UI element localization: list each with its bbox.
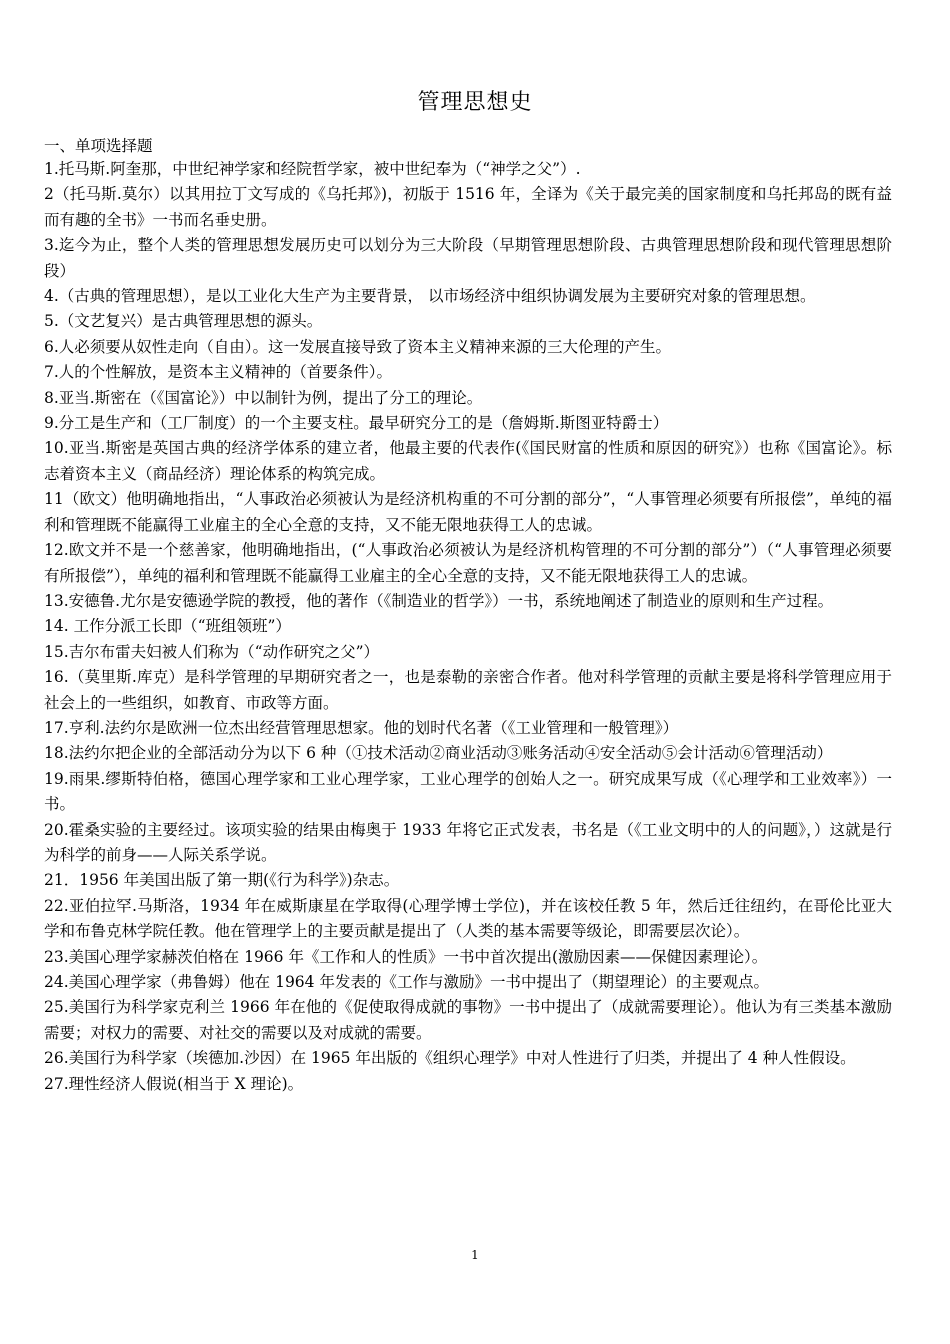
question-item: 25.美国行为科学家克利兰 1966 年在他的《促使取得成就的事物》一书中提出了（成就需要理论）。他认为有三类基本激励需要；对权力的需要、对社交的需要以及对成就的需要。 — [44, 998, 892, 1042]
question-item: 15.吉尔布雷夫妇被人们称为（“动作研究之父”） — [44, 642, 379, 661]
question-item: 3.迄今为止，整个人类的管理思想发展历史可以划分为三大阶段（早期管理思想阶段、古典管理思想阶段和现代管理思想阶段） — [44, 236, 892, 280]
question-item: 18.法约尔把企业的全部活动分为以下 6 种（①技术活动②商业活动③账务活动④安全活动⑤会计活动⑥管理活动） — [44, 744, 833, 763]
question-item: 19.雨果.缪斯特伯格，德国心理学家和工业心理学家，工业心理学的创始人之一。研究成果写成（《心理学和工业效率》）一书。 — [44, 769, 892, 814]
question-item: 27.理性经济人假说(相当于 X 理论)。 — [44, 1074, 304, 1093]
question-item: 9.分工是生产和（工厂制度）的一个主要支柱。最早研究分工的是（詹姆斯.斯图亚特爵士） — [44, 414, 669, 433]
question-item: 1.托马斯.阿奎那，中世纪神学家和经院哲学家，被中世纪奉为（“神学之父”）. — [44, 160, 581, 178]
question-item: 7.人的个性解放，是资本主义精神的（首要条件）。 — [44, 363, 393, 382]
question-item: 8.亚当.斯密在（《国富论》）中以制针为例，提出了分工的理论。 — [44, 388, 483, 407]
question-item: 24.美国心理学家（弗鲁姆）他在 1964 年发表的《工作与激励》一书中提出了（期望理论）的主要观点。 — [44, 973, 769, 991]
question-item: 12.欧文并不是一个慈善家，他明确地指出，(“人事政治必须被认为是经济机构管理的不可分割的部分”）（“人事管理必须要有所报偿”），单纯的福利和管理既不能赢得工业雇主的全心全意的支持，又不能无限地获得工人的忠诚。 — [44, 541, 892, 585]
question-item: 14. 工作分派工长即（“班组领班”） — [44, 617, 291, 636]
question-item: 17.亨利.法约尔是欧洲一位杰出经营管理思想家。他的划时代名著（《工业管理和一般管理》） — [44, 718, 679, 737]
section-heading: 一、单项选择题 — [44, 137, 153, 155]
question-item: 13.安德鲁.尤尔是安德逊学院的教授，他的著作（《制造业的哲学》）一书，系统地阐述了制造业的原则和生产过程。 — [44, 591, 834, 610]
question-item: 16.（莫里斯.库克）是科学管理的早期研究者之一，也是泰勒的亲密合作者。他对科学管理的贡献主要是将科学管理应用于社会上的一些组织，如教育、市政等方面。 — [44, 668, 892, 712]
question-item: 23.美国心理学家赫茨伯格在 1966 年《工作和人的性质》一书中首次提出(激励因素——保健因素理论）。 — [44, 947, 768, 966]
question-item: 22.亚伯拉罕.马斯洛，1934 年在威斯康星在学取得(心理学博士学位)，并在该校任教 5 年，然后迁往纽约，在哥伦比亚大学和布鲁克林学院任教。他在管理学上的主要贡献是提出了（人类的基本需要等级论，即需要层次论）。 — [44, 896, 892, 941]
question-item: 2（托马斯.莫尔）以其用拉丁文写成的《乌托邦》)，初版于 1516 年，全译为《关于最完美的国家制度和乌托邦岛的既有益而有趣的全书》一书而名垂史册。 — [44, 185, 892, 229]
question-item: 4.（古典的管理思想），是以工业化大生产为主要背景， 以市场经济中组织协调发展为主要研究对象的管理思想。 — [44, 287, 816, 306]
question-item: 10.亚当.斯密是英国古典的经济学体系的建立者，他最主要的代表作(《国民财富的性质和原因的研究》）也称《国富论》。标志着资本主义（商品经济）理论体系的构筑完成。 — [44, 439, 892, 483]
question-item: 26.美国行为科学家（埃德加.沙因）在 1965 年出版的《组织心理学》中对人性进行了归类，并提出了 4 种人性假设。 — [44, 1049, 856, 1068]
question-item: 6.人必须要从奴性走向（自由）。这一发展直接导致了资本主义精神来源的三大伦理的产生。 — [44, 337, 672, 356]
question-list — [44, 157, 892, 1097]
question-item: 20.霍桑实验的主要经过。该项实验的结果由梅奥于 1933 年将它正式发表，书名是（《工业文明中的人的问题》，）这就是行为科学的前身——人际关系学说。 — [44, 820, 892, 864]
question-item: 11（欧文）他明确地指出，“人事政治必须被认为是经济机构重的不可分割的部分”，“人事管理必须要有所报偿”，单纯的福利和管理既不能赢得工业雇主的全心全意的支持，又不能无限地获得工人的忠诚。 — [44, 490, 892, 534]
question-item: 5.（文艺复兴）是古典管理思想的源头。 — [44, 312, 323, 331]
page-number: 1 — [471, 1248, 479, 1262]
question-item: 21．1956 年美国出版了第一期(《行为科学》)杂志。 — [44, 871, 400, 890]
document-title: 管理思想史 — [417, 90, 533, 115]
